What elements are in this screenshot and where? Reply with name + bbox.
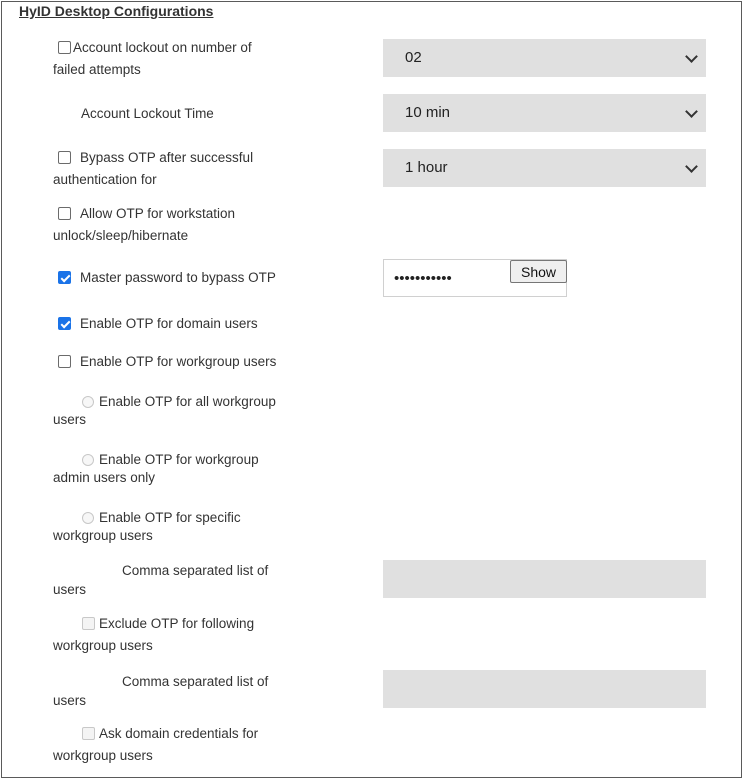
chevron-down-icon <box>685 50 698 63</box>
bypass-otp-label-2: authentication for <box>53 172 157 187</box>
master-password-checkbox[interactable] <box>58 271 71 284</box>
otp-specific-workgroup-row <box>53 507 241 547</box>
otp-workgroup-users-row <box>53 351 276 373</box>
lockout-time-select[interactable] <box>383 94 706 132</box>
comma-list-2-label: Comma separated list of <box>122 674 269 689</box>
otp-workgroup-admin-label: Enable OTP for workgroup <box>99 452 259 467</box>
chevron-down-icon <box>685 105 698 118</box>
exclude-otp-checkbox[interactable] <box>82 617 95 630</box>
bypass-duration-value: 1 hour <box>405 159 448 176</box>
otp-specific-workgroup-label: Enable OTP for specific <box>99 510 241 525</box>
otp-all-workgroup-label-2: users <box>53 412 87 427</box>
master-password-row <box>53 267 276 289</box>
lockout-attempts-label-2: failed attempts <box>53 62 141 77</box>
comma-list-2-label-2: users <box>53 693 87 708</box>
lockout-attempts-select[interactable] <box>383 39 706 77</box>
allow-otp-workstation-label: Allow OTP for workstation <box>80 206 236 221</box>
otp-workgroup-admin-radio[interactable] <box>82 454 94 466</box>
exclude-otp-label: Exclude OTP for following <box>99 616 255 631</box>
bypass-otp-row <box>53 147 253 191</box>
otp-domain-users-checkbox[interactable] <box>58 317 71 330</box>
otp-specific-workgroup-label-2: workgroup users <box>53 528 153 543</box>
ask-domain-creds-checkbox[interactable] <box>82 727 95 740</box>
lockout-attempts-row <box>53 37 252 81</box>
ask-domain-creds-row <box>53 723 258 767</box>
allow-otp-workstation-checkbox[interactable] <box>58 207 71 220</box>
bypass-duration-select[interactable] <box>383 149 706 187</box>
master-password-label: Master password to bypass OTP <box>80 270 276 285</box>
chevron-down-icon <box>685 160 698 173</box>
allow-otp-workstation-label-2: unlock/sleep/hibernate <box>53 228 189 243</box>
lockout-time-value: 10 min <box>405 104 451 121</box>
otp-workgroup-admin-label-2: admin users only <box>53 470 156 485</box>
exclude-otp-label-2: workgroup users <box>53 638 153 653</box>
ask-domain-creds-label: Ask domain credentials for <box>99 726 259 741</box>
lockout-time-label: Account Lockout Time <box>81 106 214 121</box>
comma-list-1-input[interactable] <box>383 560 706 598</box>
lockout-attempts-checkbox[interactable] <box>58 41 71 54</box>
ask-domain-creds-label-2: workgroup users <box>53 748 153 763</box>
comma-list-1-label-2: users <box>53 582 87 597</box>
lockout-attempts-value: 02 <box>405 49 422 66</box>
otp-domain-users-row <box>53 313 258 335</box>
otp-workgroup-users-checkbox[interactable] <box>58 355 71 368</box>
show-password-button[interactable]: Show <box>510 260 567 283</box>
comma-list-2-input[interactable] <box>383 670 706 708</box>
otp-specific-workgroup-radio[interactable] <box>82 512 94 524</box>
otp-workgroup-admin-row <box>53 449 259 489</box>
otp-all-workgroup-label: Enable OTP for all workgroup <box>99 394 276 409</box>
bypass-otp-checkbox[interactable] <box>58 151 71 164</box>
exclude-otp-row <box>53 613 254 657</box>
comma-list-1-row <box>53 560 268 601</box>
comma-list-2-row <box>53 671 268 712</box>
otp-all-workgroup-radio[interactable] <box>82 396 94 408</box>
otp-workgroup-users-label: Enable OTP for workgroup users <box>80 354 277 369</box>
bypass-otp-label: Bypass OTP after successful <box>80 150 254 165</box>
otp-domain-users-label: Enable OTP for domain users <box>80 316 258 331</box>
master-password-value: ••••••••••• <box>394 270 452 287</box>
comma-list-1-label: Comma separated list of <box>122 563 269 578</box>
allow-otp-workstation-row <box>53 203 235 247</box>
section-title: HyID Desktop Configurations <box>19 3 214 19</box>
lockout-attempts-label: Account lockout on number of <box>73 40 252 55</box>
otp-all-workgroup-row <box>53 391 276 431</box>
